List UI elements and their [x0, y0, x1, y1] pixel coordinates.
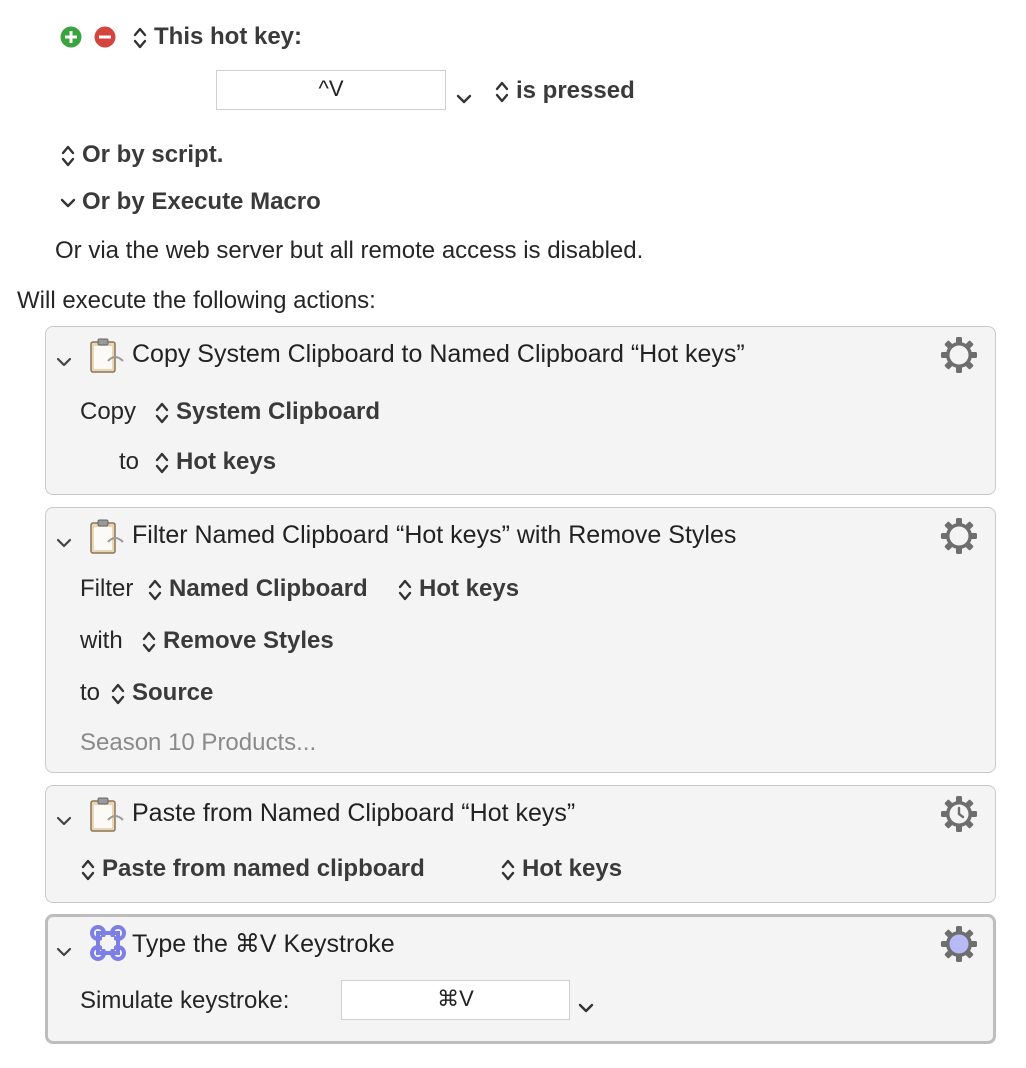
hotkey-field[interactable]	[216, 70, 446, 110]
updown-chevron-icon	[154, 450, 170, 476]
filter-target-popup[interactable]	[397, 574, 519, 604]
collapse-action-button[interactable]	[56, 528, 72, 556]
to-label: to	[80, 679, 101, 706]
hotkey-menu-button[interactable]	[456, 84, 472, 112]
actions-heading: Will execute the following actions:	[17, 287, 376, 314]
to-label: to	[119, 448, 140, 475]
paste-mode-popup[interactable]	[80, 854, 425, 884]
keystroke-value: ⌘V	[437, 986, 474, 1011]
filter-source-popup[interactable]	[147, 574, 368, 604]
or-by-script-popup[interactable]	[60, 140, 223, 170]
paste-mode-value: Paste from named clipboard	[102, 855, 425, 882]
chevron-down-icon	[56, 815, 72, 827]
updown-chevron-icon	[60, 143, 76, 169]
remove-trigger-button[interactable]	[94, 26, 116, 48]
clipboard-icon	[88, 337, 128, 382]
minus-circle-icon	[94, 26, 116, 48]
copy-destination-value: Hot keys	[176, 448, 277, 475]
action-title: Filter Named Clipboard “Hot keys” with Remove Styles	[132, 521, 737, 549]
or-by-execute-macro-toggle[interactable]	[60, 187, 321, 217]
copy-destination-popup[interactable]	[154, 447, 276, 477]
key-condition-popup[interactable]	[494, 76, 635, 106]
paste-clipboard-value: Hot keys	[522, 855, 623, 882]
web-server-note: Or via the web server but all remote access is disabled.	[55, 237, 644, 264]
copy-label: Copy	[80, 398, 137, 425]
chevron-down-icon	[578, 1002, 594, 1014]
action-gear-button[interactable]	[939, 794, 979, 841]
filter-type-popup[interactable]	[141, 626, 334, 656]
collapse-action-button[interactable]	[56, 806, 72, 834]
collapse-action-button[interactable]	[56, 347, 72, 375]
filter-target-value: Hot keys	[419, 575, 520, 602]
updown-chevron-icon	[500, 857, 516, 883]
keystroke-menu-button[interactable]	[578, 993, 594, 1021]
gear-clock-icon	[939, 794, 979, 834]
chevron-down-icon	[456, 93, 472, 105]
copy-source-popup[interactable]	[154, 397, 380, 427]
keystroke-field[interactable]	[341, 980, 570, 1020]
copy-source-value: System Clipboard	[176, 398, 381, 425]
updown-chevron-icon	[110, 681, 126, 707]
updown-chevron-icon	[397, 577, 413, 603]
or-by-execute-macro-label: Or by Execute Macro	[82, 188, 321, 215]
updown-chevron-icon	[80, 857, 96, 883]
gear-icon	[939, 516, 979, 556]
filter-label: Filter	[80, 575, 134, 602]
chevron-down-icon	[56, 537, 72, 549]
action-title: Copy System Clipboard to Named Clipboard “Hot keys”	[132, 340, 745, 368]
action-gear-button[interactable]	[939, 516, 979, 563]
updown-chevron-icon	[147, 577, 163, 603]
command-key-icon	[88, 923, 128, 970]
trigger-type-label: This hot key:	[154, 23, 303, 50]
chevron-down-icon	[56, 356, 72, 368]
action-paste-clipboard[interactable]	[45, 785, 996, 903]
or-by-script-label: Or by script.	[82, 141, 224, 168]
clipboard-preview-text: Season 10 Products...	[80, 729, 317, 756]
filter-destination-value: Source	[132, 679, 214, 706]
trigger-type-popup[interactable]	[132, 22, 302, 52]
action-gear-button[interactable]	[939, 335, 979, 382]
filter-type-value: Remove Styles	[163, 627, 334, 654]
updown-chevron-icon	[141, 629, 157, 655]
key-condition-label: is pressed	[516, 77, 635, 104]
gear-icon	[939, 924, 979, 964]
gear-icon	[939, 335, 979, 375]
paste-clipboard-popup[interactable]	[500, 854, 622, 884]
action-copy-clipboard[interactable]	[45, 326, 996, 495]
filter-destination-popup[interactable]	[110, 678, 213, 708]
updown-chevron-icon	[494, 79, 510, 105]
updown-chevron-icon	[154, 400, 170, 426]
action-filter-clipboard[interactable]	[45, 507, 996, 773]
with-label: with	[80, 627, 123, 654]
collapse-action-button[interactable]	[56, 937, 72, 965]
action-title: Paste from Named Clipboard “Hot keys”	[132, 799, 576, 827]
hotkey-value: ^V	[318, 76, 344, 101]
filter-source-value: Named Clipboard	[169, 575, 368, 602]
simulate-keystroke-label: Simulate keystroke:	[80, 987, 290, 1014]
action-type-keystroke[interactable]	[45, 914, 996, 1044]
action-title: Type the ⌘V Keystroke	[132, 930, 395, 958]
clipboard-icon	[88, 518, 128, 563]
clipboard-icon	[88, 796, 128, 841]
action-gear-button[interactable]	[939, 924, 979, 971]
add-trigger-button[interactable]	[60, 26, 82, 48]
chevron-down-icon	[60, 190, 76, 216]
plus-circle-icon	[60, 26, 82, 48]
chevron-down-icon	[56, 946, 72, 958]
updown-chevron-icon	[132, 25, 148, 51]
